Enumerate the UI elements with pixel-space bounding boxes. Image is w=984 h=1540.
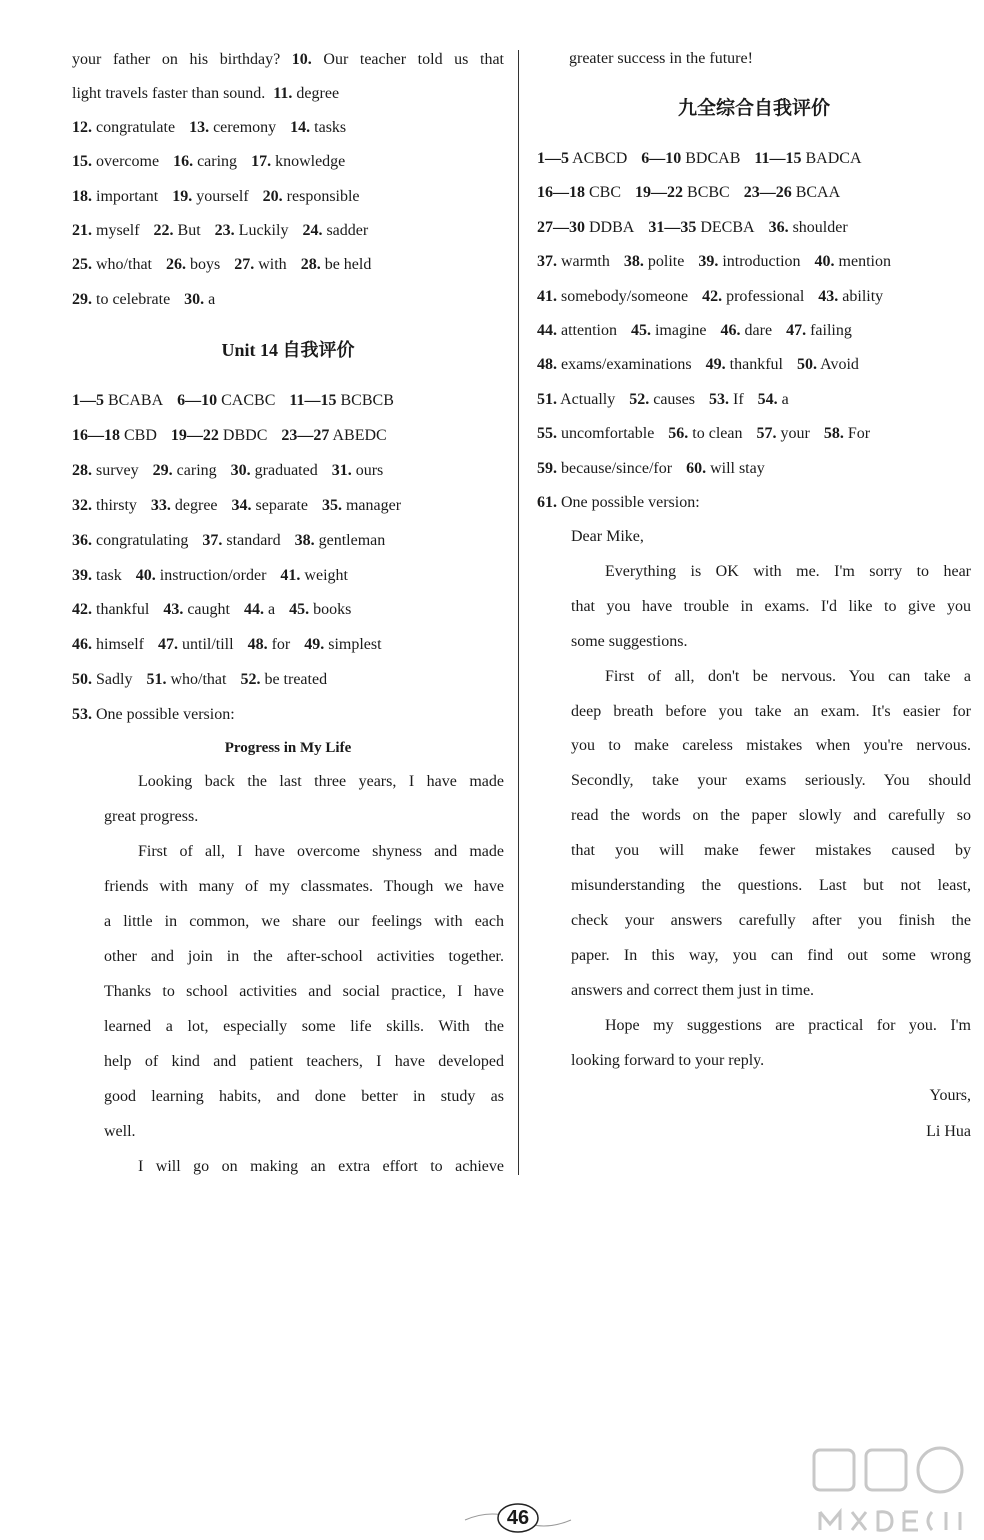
answer-text: One possible version: <box>96 706 235 724</box>
answer-text: Avoid <box>820 356 859 374</box>
question-number: 16—18 <box>72 426 120 444</box>
question-number: 27—30 <box>537 218 585 236</box>
essay-line: a little in common, we share our feelings with each <box>104 913 504 930</box>
letter-line: answers and correct them just in time. <box>571 981 815 999</box>
unit14-heading: Unit 14 自我评价 <box>221 340 355 360</box>
answer-text: will stay <box>710 459 765 477</box>
page-number-badge <box>463 1500 573 1540</box>
question-number: 29. <box>72 290 92 308</box>
question-number: 20. <box>262 187 283 205</box>
answer-line <box>537 389 971 411</box>
question-number: 47. <box>786 322 807 339</box>
answer-line <box>72 704 504 726</box>
question-number: 50. <box>72 671 92 689</box>
answer-line <box>72 151 504 173</box>
question-number: 53. <box>72 706 92 724</box>
answer-text: simplest <box>328 636 382 654</box>
letter-line: Secondly, take your exams seriously. You should <box>571 772 971 790</box>
answer-text: exams/examinations <box>561 356 692 374</box>
answer-text: tasks <box>314 119 347 136</box>
question-number: 19—22 <box>635 184 684 202</box>
answer-text: a <box>208 290 216 308</box>
answer-text: ACBCD <box>572 150 628 167</box>
question-number: 32. <box>72 496 92 514</box>
essay-line: other and join in the after-school activities together. <box>104 948 504 965</box>
question-number: 41. <box>537 287 557 305</box>
answer-text: congratulate <box>96 119 176 136</box>
answer-text: ability <box>842 287 884 305</box>
letter-line: you to make careless mistakes when you're nervous. <box>571 737 971 755</box>
question-number: 16—18 <box>537 184 585 202</box>
answer-text: somebody/someone <box>561 287 689 305</box>
answer-line <box>537 217 971 239</box>
answer-line <box>537 251 971 273</box>
answer-line <box>72 289 504 311</box>
answer-text: with <box>258 256 287 274</box>
question-number: 51. <box>146 671 167 689</box>
answer-line <box>72 220 504 242</box>
answer-text: to clean <box>692 425 743 443</box>
question-number: 38. <box>294 531 315 549</box>
answer-line <box>72 425 504 447</box>
letter-line: looking forward to your reply. <box>571 1051 765 1069</box>
answer-line <box>72 530 504 552</box>
answer-text: your <box>780 425 810 443</box>
answer-text: ABEDC <box>332 426 387 444</box>
answer-text: a <box>267 601 276 619</box>
column-divider <box>518 50 519 1175</box>
question-number: 30. <box>184 290 205 308</box>
question-number: 45. <box>630 322 651 339</box>
question-number: 60. <box>686 459 707 477</box>
answer-text: imagine <box>654 322 707 339</box>
question-number: 48. <box>537 356 557 374</box>
question-number: 52. <box>629 390 650 408</box>
answer-text: One possible version: <box>561 494 700 511</box>
answer-text: CBD <box>124 426 157 444</box>
question-number: 46. <box>720 322 741 339</box>
answer-text: to celebrate <box>96 290 171 308</box>
answer-text: overcome <box>96 153 160 171</box>
question-number: 30. <box>230 461 251 479</box>
question-number: 42. <box>72 601 92 619</box>
watermark-logo <box>800 1440 980 1535</box>
answer-text: be held <box>324 256 372 274</box>
answer-text: because/since/for <box>561 459 673 477</box>
essay-line: help of kind and patient teachers, I have developed <box>104 1053 504 1070</box>
answer-text: standard <box>226 531 281 549</box>
question-number: 39. <box>698 253 719 271</box>
answer-text: separate <box>255 496 308 514</box>
question-number: 49. <box>304 636 325 654</box>
answer-text: DECBA <box>700 218 755 236</box>
letter-line: some suggestions. <box>571 632 688 650</box>
answer-line <box>72 634 504 656</box>
essay-line: Looking back the last three years, I have made <box>138 773 504 790</box>
question-number: 19. <box>172 187 193 205</box>
essay-line: good learning habits, and done better in study as <box>104 1088 504 1105</box>
answer-text: For <box>847 425 871 443</box>
letter-line: First of all, don't be nervous. You can take a <box>605 667 971 685</box>
answer-line <box>537 182 971 204</box>
question-number: 1—5 <box>72 392 104 409</box>
answer-text: If <box>732 390 744 408</box>
question-number: 42. <box>702 287 723 305</box>
answer-text: caring <box>176 461 217 479</box>
answer-text: caring <box>197 153 238 171</box>
section-heading: 九全综合自我评价 <box>677 98 830 119</box>
letter-line: check your answers carefully after you finish the <box>571 911 971 929</box>
answer-text: books <box>313 601 352 619</box>
question-number: 50. <box>796 356 817 374</box>
answer-text: weight <box>304 566 348 584</box>
answer-text: BCABA <box>108 392 164 409</box>
answer-text: survey <box>96 461 139 479</box>
question-number: 6—10 <box>641 150 682 167</box>
answer-line <box>72 390 504 412</box>
question-number: 26. <box>166 256 186 274</box>
question-number: 19—22 <box>170 426 219 444</box>
answer-text: polite <box>647 253 685 271</box>
question-number: 16. <box>173 153 194 171</box>
essay-line: well. <box>104 1123 136 1140</box>
answer-text: instruction/order <box>159 566 267 584</box>
answer-text: for <box>271 636 291 654</box>
question-number: 41. <box>280 566 301 584</box>
answer-text: myself <box>96 221 140 239</box>
answer-line <box>72 117 504 139</box>
question-number: 24. <box>302 221 323 239</box>
answer-text: uncomfortable <box>561 425 655 443</box>
letter-line: that you have trouble in exams. I'd like to give you <box>571 597 971 615</box>
answer-text: warmth <box>561 253 610 271</box>
question-number: 61. <box>537 494 557 511</box>
answer-text: ours <box>355 461 384 479</box>
answer-line <box>537 354 971 376</box>
answer-line <box>537 423 971 445</box>
question-number: 28. <box>72 461 92 479</box>
question-number: 22. <box>153 221 174 239</box>
answer-text: degree <box>174 496 218 514</box>
question-number: 23—27 <box>281 426 330 444</box>
question-number: 38. <box>623 253 644 271</box>
answer-line <box>72 565 504 587</box>
answer-text: gentleman <box>318 531 386 549</box>
answer-text: BCBCB <box>340 392 394 409</box>
answer-line: light travels faster than sound. 11. degree <box>72 85 340 102</box>
essay-line: I will go on making an extra effort to achieve <box>138 1158 504 1175</box>
letter-line: paper. In this way, you can find out some wrong <box>571 946 971 964</box>
question-number: 43. <box>818 287 839 305</box>
letter-line: that you will make fewer mistakes caused by <box>571 842 971 860</box>
question-number: 52. <box>240 671 261 689</box>
question-number: 11—15 <box>754 150 802 167</box>
answer-line <box>72 254 504 276</box>
answer-text: introduction <box>722 253 801 271</box>
question-number: 29. <box>152 461 173 479</box>
answer-text: DDBA <box>589 218 635 236</box>
question-number: 49. <box>705 356 726 374</box>
question-number: 48. <box>247 636 268 654</box>
answer-text: caught <box>187 601 230 619</box>
question-number: 6—10 <box>177 392 218 409</box>
question-number: 12. <box>72 119 92 136</box>
question-number: 37. <box>202 531 223 549</box>
essay-title: Progress in My Life <box>224 740 352 756</box>
answer-text: thankful <box>729 356 783 374</box>
answer-text: manager <box>345 496 402 514</box>
answer-line <box>537 492 971 514</box>
answer-text: causes <box>653 390 695 408</box>
answer-text: CBC <box>589 184 622 202</box>
question-number: 34. <box>231 496 252 514</box>
question-number: 31—35 <box>648 218 697 236</box>
question-number: 46. <box>72 636 92 654</box>
question-number: 36. <box>768 218 789 236</box>
question-number: 17. <box>251 153 272 171</box>
answer-text: dare <box>744 322 773 339</box>
answer-text: boys <box>190 256 221 274</box>
answer-text: attention <box>561 322 617 339</box>
question-number: 47. <box>158 636 178 654</box>
answer-text: CACBC <box>221 392 276 409</box>
question-number: 54. <box>757 390 778 408</box>
letter-line: Dear Mike, <box>571 528 644 545</box>
question-number: 55. <box>537 425 557 443</box>
answer-text: BCBC <box>687 184 730 202</box>
question-number: 53. <box>708 390 729 408</box>
answer-text: BDCAB <box>685 150 741 167</box>
question-number: 23—26 <box>743 184 792 202</box>
letter-line: deep breath before you take an exam. It's easier for <box>571 702 971 720</box>
answer-line <box>537 458 971 480</box>
question-number: 23. <box>214 221 235 239</box>
question-number: 44. <box>537 322 557 339</box>
essay-line: Thanks to school activities and social practice, I have <box>104 983 504 1000</box>
answer-line <box>72 495 504 517</box>
essay-line: First of all, I have overcome shyness and made <box>138 843 504 860</box>
answer-line <box>72 669 504 691</box>
answer-text: thirsty <box>96 496 137 514</box>
essay-line: great progress. <box>104 808 199 825</box>
question-number: 58. <box>823 425 844 443</box>
answer-text: himself <box>96 636 144 654</box>
answer-text: who/that <box>170 671 227 689</box>
answer-text: Sadly <box>96 671 133 689</box>
letter-line: Everything is OK with me. I'm sorry to hear <box>605 562 971 580</box>
question-number: 59. <box>537 459 557 477</box>
answer-text: knowledge <box>275 153 346 171</box>
letter-line: misunderstanding the questions. Last but not least, <box>571 877 971 894</box>
question-number: 25. <box>72 256 92 274</box>
answer-text: Actually <box>560 390 616 408</box>
answer-text: responsible <box>286 187 360 205</box>
answer-line <box>537 148 971 170</box>
question-number: 57. <box>756 425 777 443</box>
question-number: 27. <box>234 256 255 274</box>
question-number: 43. <box>163 601 184 619</box>
answer-line <box>72 599 504 621</box>
question-number: 36. <box>72 531 92 549</box>
answer-text: Luckily <box>238 221 289 239</box>
question-number: 21. <box>72 221 92 239</box>
answer-text: failing <box>810 322 852 339</box>
answer-text: professional <box>726 287 805 305</box>
question-number: 33. <box>150 496 171 514</box>
answer-text: until/till <box>182 636 234 654</box>
answer-text: important <box>96 187 159 205</box>
answer-text: be treated <box>264 671 328 689</box>
letter-line: Hope my suggestions are practical for you. I'm <box>605 1016 971 1034</box>
letter-signature: Li Hua <box>926 1123 971 1140</box>
page-number: 46 <box>506 1507 530 1529</box>
answer-text: BADCA <box>805 150 862 167</box>
answer-text: who/that <box>96 256 152 274</box>
answer-line <box>537 286 971 308</box>
question-number: 15. <box>72 153 92 171</box>
answer-line <box>537 320 971 342</box>
question-number: 39. <box>72 566 92 584</box>
essay-ending: greater success in the future! <box>569 50 753 67</box>
answer-text: ceremony <box>213 119 277 136</box>
answer-text: mention <box>838 253 891 271</box>
answer-text: shoulder <box>792 218 848 236</box>
question-number: 13. <box>189 119 210 136</box>
answer-text: graduated <box>254 461 318 479</box>
question-number: 11—15 <box>289 392 337 409</box>
question-number: 35. <box>321 496 342 514</box>
answer-text: DBDC <box>222 426 268 444</box>
question-number: 14. <box>290 119 311 136</box>
answer-line: your father on his birthday? 10. Our teacher told us that <box>72 51 504 68</box>
answer-text: BCAA <box>795 184 841 202</box>
answer-text: task <box>96 566 122 584</box>
answer-text: thankful <box>96 601 150 619</box>
essay-line: friends with many of my classmates. Though we have <box>104 878 504 895</box>
question-number: 44. <box>243 601 264 619</box>
answer-text: a <box>781 390 789 408</box>
answer-line <box>72 460 504 482</box>
question-number: 28. <box>300 256 321 274</box>
answer-text: sadder <box>326 221 369 239</box>
question-number: 37. <box>537 253 557 271</box>
letter-closing: Yours, <box>929 1087 971 1104</box>
question-number: 40. <box>135 566 156 584</box>
question-number: 40. <box>814 253 835 271</box>
answer-line <box>72 186 504 208</box>
question-number: 18. <box>72 187 92 205</box>
essay-line: learned a lot, especially some life skills. With the <box>104 1018 504 1035</box>
question-number: 51. <box>537 390 557 408</box>
answer-text: yourself <box>196 187 249 205</box>
letter-line: read the words on the paper slowly and carefully so <box>571 807 971 825</box>
answer-text: But <box>177 221 201 239</box>
question-number: 56. <box>668 425 689 443</box>
question-number: 45. <box>289 601 310 619</box>
question-number: 31. <box>331 461 352 479</box>
question-number: 1—5 <box>537 150 569 167</box>
answer-text: congratulating <box>96 531 189 549</box>
